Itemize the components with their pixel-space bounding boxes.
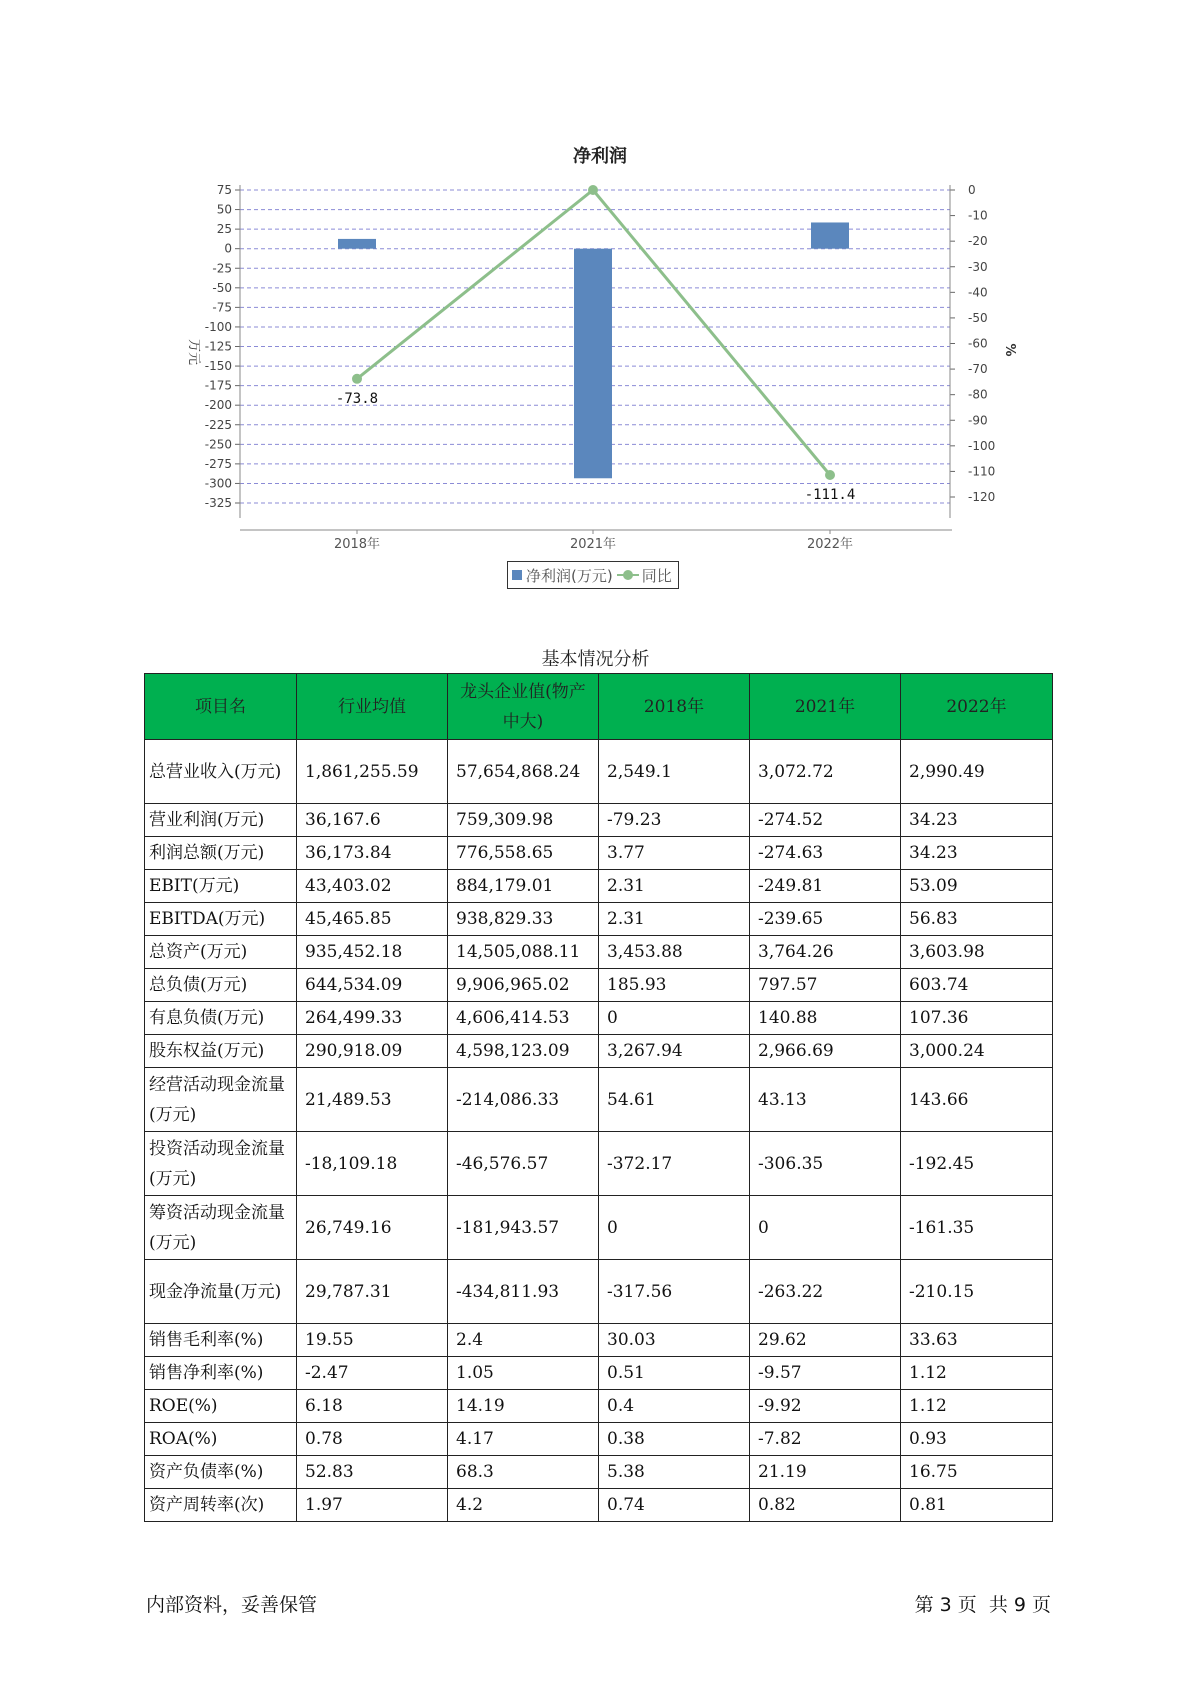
table-row — [145, 1489, 1053, 1522]
value-cell: 0.4 — [599, 1390, 750, 1423]
value-cell: 21.19 — [750, 1456, 901, 1489]
value-cell: -192.45 — [901, 1132, 1053, 1196]
chart-title: 净利润 — [573, 146, 627, 167]
value-cell: -274.63 — [750, 837, 901, 870]
table-row — [145, 1423, 1053, 1456]
value-cell: 29,787.31 — [297, 1260, 448, 1324]
value-cell: 57,654,868.24 — [448, 740, 599, 804]
table-row — [145, 1196, 1053, 1260]
value-cell: -18,109.18 — [297, 1132, 448, 1196]
value-cell: 19.55 — [297, 1324, 448, 1357]
y-tick-label: -100 — [204, 319, 232, 334]
value-cell: -79.23 — [599, 804, 750, 837]
net-profit-bar — [338, 239, 376, 249]
value-cell: 3,764.26 — [750, 936, 901, 969]
legend-bar-swatch — [512, 570, 522, 580]
row-label-cell: 销售净利率(%) — [145, 1357, 297, 1390]
table-row — [145, 1324, 1053, 1357]
value-cell: 1,861,255.59 — [297, 740, 448, 804]
value-cell: 1.12 — [901, 1357, 1053, 1390]
table-body — [145, 740, 1053, 1522]
y2-tick-label: -40 — [968, 285, 988, 300]
table-header-row — [145, 674, 1053, 740]
value-cell: 33.63 — [901, 1324, 1053, 1357]
row-label-cell: 总负债(万元) — [145, 969, 297, 1002]
yoy-point — [352, 374, 362, 384]
row-label-cell: 股东权益(万元) — [145, 1035, 297, 1068]
y-tick-label: 75 — [216, 183, 232, 197]
value-cell: 0 — [599, 1002, 750, 1035]
y2-tick-label: -50 — [968, 310, 988, 325]
footer-note: 内部资料，妥善保管 — [146, 1594, 318, 1616]
header-cell: 2021年 — [750, 674, 901, 740]
row-label-cell: ROA(%) — [145, 1423, 297, 1456]
y-tick-label: 0 — [224, 241, 232, 256]
table-row — [145, 870, 1053, 903]
table-row — [145, 804, 1053, 837]
value-cell: 4.17 — [448, 1423, 599, 1456]
value-cell: -46,576.57 — [448, 1132, 599, 1196]
yoy-data-label: -111.4 — [804, 486, 856, 503]
value-cell: 36,173.84 — [297, 837, 448, 870]
x-tick-label: 2022年 — [806, 537, 854, 552]
value-cell: 1.05 — [448, 1357, 599, 1390]
value-cell: 603.74 — [901, 969, 1053, 1002]
value-cell: 14.19 — [448, 1390, 599, 1423]
net-profit-chart — [0, 0, 1191, 600]
table-row — [145, 969, 1053, 1002]
value-cell: 0 — [599, 1196, 750, 1260]
value-cell: -9.92 — [750, 1390, 901, 1423]
value-cell: 34.23 — [901, 804, 1053, 837]
table-row — [145, 1260, 1053, 1324]
value-cell: -210.15 — [901, 1260, 1053, 1324]
value-cell: 4.2 — [448, 1489, 599, 1522]
row-label-cell: 有息负债(万元) — [145, 1002, 297, 1035]
value-cell: 0.38 — [599, 1423, 750, 1456]
header-cell: 龙头企业值(物产中大) — [448, 674, 599, 740]
row-label-cell: 投资活动现金流量(万元) — [145, 1132, 297, 1196]
value-cell: 53.09 — [901, 870, 1053, 903]
y-tick-label: -175 — [204, 378, 232, 393]
value-cell: 797.57 — [750, 969, 901, 1002]
value-cell: 759,309.98 — [448, 804, 599, 837]
y-tick-label: -325 — [204, 496, 232, 510]
value-cell: 935,452.18 — [297, 936, 448, 969]
table-row — [145, 936, 1053, 969]
value-cell: -372.17 — [599, 1132, 750, 1196]
y-tick-label: -75 — [212, 300, 232, 315]
value-cell: 2,549.1 — [599, 740, 750, 804]
value-cell: -7.82 — [750, 1423, 901, 1456]
table-row — [145, 837, 1053, 870]
header-cell: 2018年 — [599, 674, 750, 740]
value-cell: 26,749.16 — [297, 1196, 448, 1260]
value-cell: 30.03 — [599, 1324, 750, 1357]
value-cell: 21,489.53 — [297, 1068, 448, 1132]
y2-tick-label: -110 — [968, 464, 996, 479]
value-cell: -317.56 — [599, 1260, 750, 1324]
value-cell: -239.65 — [750, 903, 901, 936]
value-cell: -9.57 — [750, 1357, 901, 1390]
legend-line-label: 同比 — [641, 566, 672, 585]
yoy-data-label: -73.8 — [335, 390, 379, 407]
y2-tick-label: 0 — [968, 183, 976, 197]
row-label-cell: 现金净流量(万元) — [145, 1260, 297, 1324]
value-cell: 0.93 — [901, 1423, 1053, 1456]
value-cell: 3,267.94 — [599, 1035, 750, 1068]
row-label-cell: ROE(%) — [145, 1390, 297, 1423]
yoy-point — [825, 470, 835, 480]
value-cell: 3,603.98 — [901, 936, 1053, 969]
yoy-point — [588, 185, 598, 195]
value-cell: 776,558.65 — [448, 837, 599, 870]
value-cell: 9,906,965.02 — [448, 969, 599, 1002]
y-tick-label: 50 — [216, 202, 232, 217]
value-cell: 1.97 — [297, 1489, 448, 1522]
value-cell: 43.13 — [750, 1068, 901, 1132]
table-row — [145, 740, 1053, 804]
y2-tick-label: -10 — [968, 208, 988, 223]
y-tick-label: -200 — [204, 398, 232, 413]
legend-line-swatch — [617, 569, 639, 581]
value-cell: -249.81 — [750, 870, 901, 903]
y-tick-label: -125 — [204, 339, 232, 354]
value-cell: 54.61 — [599, 1068, 750, 1132]
value-cell: 16.75 — [901, 1456, 1053, 1489]
chart-svg — [0, 0, 1191, 560]
value-cell: 2.31 — [599, 870, 750, 903]
row-label-cell: 营业利润(万元) — [145, 804, 297, 837]
value-cell: 2,990.49 — [901, 740, 1053, 804]
table-row — [145, 1390, 1053, 1423]
value-cell: 290,918.09 — [297, 1035, 448, 1068]
value-cell: 14,505,088.11 — [448, 936, 599, 969]
value-cell: -274.52 — [750, 804, 901, 837]
row-label-cell: EBITDA(万元) — [145, 903, 297, 936]
value-cell: 34.23 — [901, 837, 1053, 870]
value-cell: -161.35 — [901, 1196, 1053, 1260]
value-cell: 36,167.6 — [297, 804, 448, 837]
y-tick-label: -275 — [204, 456, 232, 471]
table-row — [145, 903, 1053, 936]
value-cell: 884,179.01 — [448, 870, 599, 903]
y2-axis-label: % — [1002, 343, 1017, 357]
y-tick-label: -25 — [212, 261, 232, 276]
y-tick-label: 25 — [216, 222, 232, 237]
value-cell: 0.82 — [750, 1489, 901, 1522]
value-cell: 0.51 — [599, 1357, 750, 1390]
row-label-cell: 利润总额(万元) — [145, 837, 297, 870]
value-cell: 29.62 — [750, 1324, 901, 1357]
value-cell: 43,403.02 — [297, 870, 448, 903]
header-cell: 行业均值 — [297, 674, 448, 740]
value-cell: 4,598,123.09 — [448, 1035, 599, 1068]
table-title: 基本情况分析 — [541, 649, 650, 670]
table-row — [145, 1035, 1053, 1068]
y-axis-label: 万元 — [186, 338, 201, 366]
row-label-cell: 销售毛利率(%) — [145, 1324, 297, 1357]
header-cell: 2022年 — [901, 674, 1053, 740]
y-tick-label: -50 — [212, 280, 232, 295]
value-cell: 6.18 — [297, 1390, 448, 1423]
row-label-cell: 资产负债率(%) — [145, 1456, 297, 1489]
value-cell: 56.83 — [901, 903, 1053, 936]
y2-tick-label: -70 — [968, 362, 988, 377]
value-cell: 0 — [750, 1196, 901, 1260]
page-number: 第 3 页 共 9 页 — [914, 1594, 1051, 1616]
y2-tick-label: -60 — [968, 336, 988, 351]
y-tick-label: -225 — [204, 417, 232, 432]
value-cell: 2,966.69 — [750, 1035, 901, 1068]
value-cell: 3,453.88 — [599, 936, 750, 969]
row-label-cell: EBIT(万元) — [145, 870, 297, 903]
row-label-cell: 总营业收入(万元) — [145, 740, 297, 804]
table-row — [145, 1456, 1053, 1489]
value-cell: 185.93 — [599, 969, 750, 1002]
value-cell: 52.83 — [297, 1456, 448, 1489]
value-cell: -181,943.57 — [448, 1196, 599, 1260]
row-label-cell: 资产周转率(次) — [145, 1489, 297, 1522]
value-cell: -263.22 — [750, 1260, 901, 1324]
value-cell: 264,499.33 — [297, 1002, 448, 1035]
y2-tick-label: -90 — [968, 413, 988, 428]
chart-legend — [507, 561, 679, 589]
value-cell: 140.88 — [750, 1002, 901, 1035]
value-cell: -214,086.33 — [448, 1068, 599, 1132]
value-cell: 4,606,414.53 — [448, 1002, 599, 1035]
net-profit-bar — [811, 222, 849, 248]
value-cell: 45,465.85 — [297, 903, 448, 936]
basic-analysis-table — [144, 673, 1053, 1522]
value-cell: 68.3 — [448, 1456, 599, 1489]
y-tick-label: -250 — [204, 437, 232, 452]
value-cell: 2.31 — [599, 903, 750, 936]
x-tick-label: 2018年 — [333, 537, 381, 552]
value-cell: 107.36 — [901, 1002, 1053, 1035]
y-tick-label: -300 — [204, 476, 232, 491]
y2-tick-label: -80 — [968, 387, 988, 402]
value-cell: 0.81 — [901, 1489, 1053, 1522]
table-row — [145, 1068, 1053, 1132]
row-label-cell: 总资产(万元) — [145, 936, 297, 969]
y2-tick-label: -100 — [968, 438, 996, 453]
y2-tick-label: -20 — [968, 234, 988, 249]
table-row — [145, 1357, 1053, 1390]
x-tick-label: 2021年 — [569, 537, 617, 552]
value-cell: 0.74 — [599, 1489, 750, 1522]
table-row — [145, 1002, 1053, 1035]
value-cell: 938,829.33 — [448, 903, 599, 936]
value-cell: 3,072.72 — [750, 740, 901, 804]
value-cell: 3.77 — [599, 837, 750, 870]
table-row — [145, 1132, 1053, 1196]
net-profit-bar — [574, 249, 612, 479]
value-cell: -434,811.93 — [448, 1260, 599, 1324]
value-cell: -306.35 — [750, 1132, 901, 1196]
y2-tick-label: -30 — [968, 259, 988, 274]
header-cell: 项目名 — [145, 674, 297, 740]
value-cell: 3,000.24 — [901, 1035, 1053, 1068]
value-cell: 1.12 — [901, 1390, 1053, 1423]
value-cell: -2.47 — [297, 1357, 448, 1390]
value-cell: 0.78 — [297, 1423, 448, 1456]
value-cell: 2.4 — [448, 1324, 599, 1357]
value-cell: 5.38 — [599, 1456, 750, 1489]
row-label-cell: 经营活动现金流量(万元) — [145, 1068, 297, 1132]
value-cell: 143.66 — [901, 1068, 1053, 1132]
row-label-cell: 筹资活动现金流量(万元) — [145, 1196, 297, 1260]
y-tick-label: -150 — [204, 359, 232, 374]
value-cell: 644,534.09 — [297, 969, 448, 1002]
legend-bar-label: 净利润(万元) — [526, 566, 613, 585]
y2-tick-label: -120 — [968, 490, 996, 504]
